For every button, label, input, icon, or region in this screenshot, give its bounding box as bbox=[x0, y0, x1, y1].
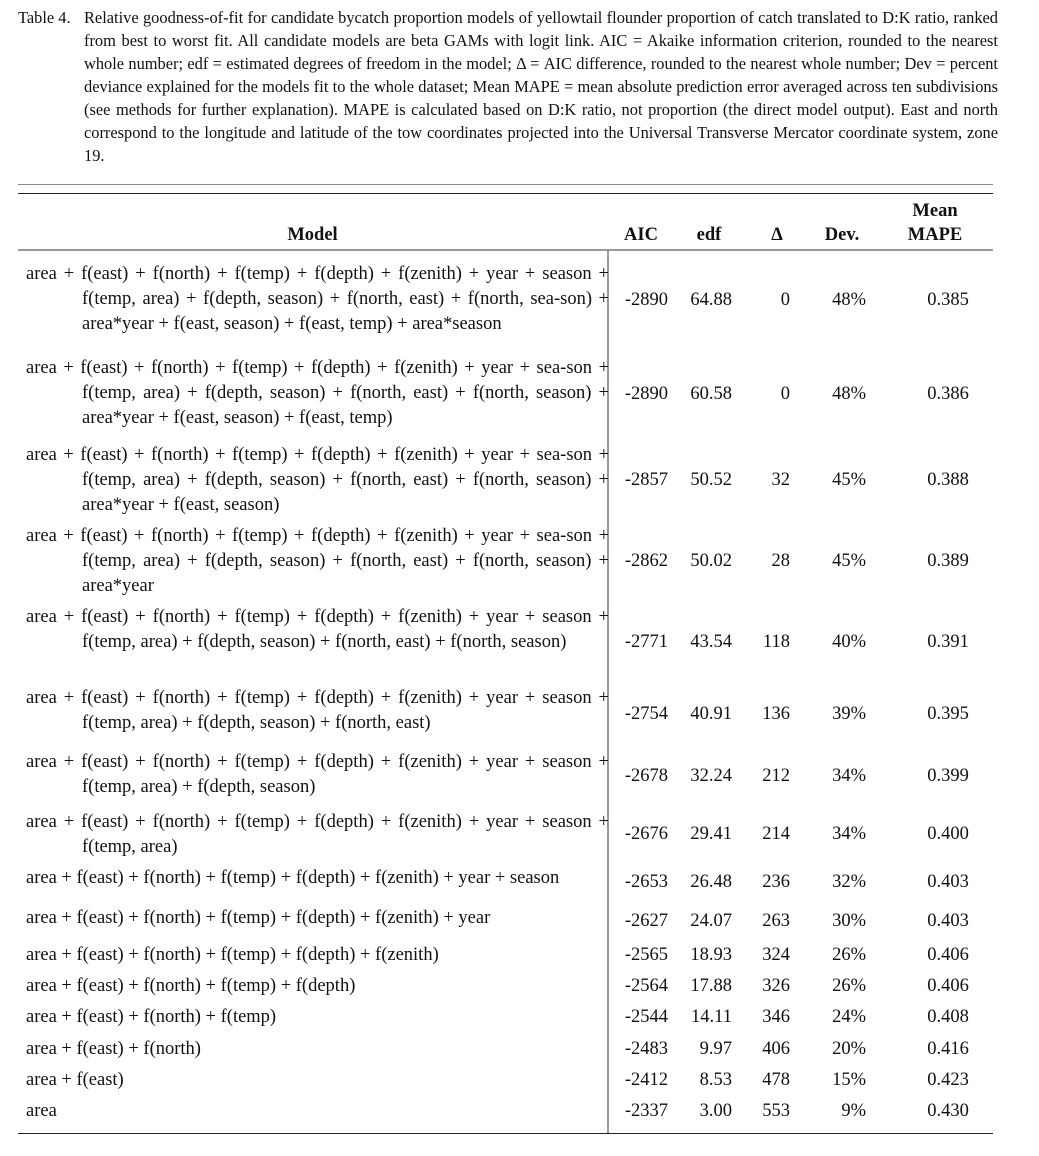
delta-value: 236 bbox=[762, 872, 790, 892]
model-formula: area + f(east) + f(north) + f(temp) + f(depth) + f(zenith) + year + season + f(temp, area) + f(depth, season) + f(north, east) + f(north, sea-son) + area*year + f(east, season) + f(east, temp) + area*season bbox=[26, 264, 609, 334]
delta-value: 118 bbox=[762, 632, 790, 652]
model-formula: area + f(east) + f(north) + f(temp) + f(depth) + f(zenith) + year + sea-son + f(temp, area) + f(depth, season) + f(north, east) + f(north, season) + area*year bbox=[26, 526, 609, 596]
mean-mape-value: 0.430 bbox=[927, 1101, 969, 1121]
model-formula: area + f(east) + f(north) bbox=[26, 1039, 201, 1059]
header-mape-line2: MAPE bbox=[907, 225, 963, 245]
aic-value: -2544 bbox=[624, 1007, 668, 1027]
aic-value: -2627 bbox=[624, 911, 668, 931]
header-delta: Δ bbox=[771, 225, 783, 245]
aic-value: -2857 bbox=[624, 470, 668, 490]
table-caption bbox=[18, 6, 998, 167]
delta-value: 553 bbox=[762, 1101, 790, 1121]
model-formula: area + f(east) + f(north) + f(temp) bbox=[26, 1007, 277, 1027]
delta-value: 346 bbox=[762, 1007, 790, 1027]
dev-value: 20% bbox=[832, 1039, 866, 1059]
header-edf: edf bbox=[696, 225, 722, 245]
mean-mape-value: 0.395 bbox=[927, 704, 969, 724]
header-dev: Dev. bbox=[824, 225, 860, 245]
aic-value: -2678 bbox=[624, 766, 668, 786]
dev-value: 40% bbox=[832, 632, 866, 652]
dev-value: 45% bbox=[832, 551, 866, 571]
model-formula: area + f(east) + f(north) + f(temp) + f(depth) + f(zenith) + year + season + f(temp, area) + f(depth, season) + f(north, east) + f(north, season) bbox=[26, 607, 609, 652]
delta-value: 136 bbox=[762, 704, 790, 724]
aic-value: -2412 bbox=[624, 1070, 668, 1090]
dev-value: 15% bbox=[832, 1070, 866, 1090]
mean-mape-value: 0.388 bbox=[927, 470, 969, 490]
dev-value: 45% bbox=[832, 470, 866, 490]
delta-value: 0 bbox=[780, 384, 790, 404]
model-formula: area + f(east) + f(north) + f(temp) + f(depth) + f(zenith) bbox=[26, 945, 439, 965]
mean-mape-value: 0.416 bbox=[927, 1039, 969, 1059]
mean-mape-value: 0.389 bbox=[927, 551, 969, 571]
delta-value: 324 bbox=[762, 945, 790, 965]
dev-value: 30% bbox=[832, 911, 866, 931]
edf-value: 50.02 bbox=[690, 551, 732, 571]
model-formula: area + f(east) bbox=[26, 1070, 124, 1090]
edf-value: 3.00 bbox=[699, 1101, 732, 1121]
delta-value: 32 bbox=[771, 470, 790, 490]
mean-mape-value: 0.399 bbox=[927, 766, 969, 786]
dev-value: 26% bbox=[832, 945, 866, 965]
edf-value: 8.53 bbox=[699, 1070, 732, 1090]
dev-value: 26% bbox=[832, 976, 866, 996]
edf-value: 32.24 bbox=[690, 766, 732, 786]
top-rule bbox=[18, 193, 993, 194]
dev-value: 48% bbox=[832, 384, 866, 404]
aic-value: -2676 bbox=[624, 824, 668, 844]
delta-value: 478 bbox=[762, 1070, 790, 1090]
edf-value: 14.11 bbox=[691, 1007, 732, 1027]
mean-mape-value: 0.386 bbox=[927, 384, 969, 404]
model-formula: area + f(east) + f(north) + f(temp) + f(depth) + f(zenith) + year + season bbox=[26, 868, 560, 888]
aic-value: -2890 bbox=[624, 290, 668, 310]
aic-value: -2483 bbox=[624, 1039, 668, 1059]
mean-mape-value: 0.406 bbox=[927, 945, 969, 965]
model-formula: area + f(east) + f(north) + f(temp) + f(depth) + f(zenith) + year + season + f(temp, area) bbox=[26, 812, 609, 857]
caption-label: Table 4. bbox=[18, 8, 71, 27]
delta-value: 212 bbox=[762, 766, 790, 786]
mean-mape-value: 0.406 bbox=[927, 976, 969, 996]
aic-value: -2771 bbox=[624, 632, 668, 652]
edf-value: 26.48 bbox=[690, 872, 732, 892]
edf-value: 64.88 bbox=[690, 290, 732, 310]
dev-value: 39% bbox=[832, 704, 866, 724]
mean-mape-value: 0.385 bbox=[927, 290, 969, 310]
delta-value: 28 bbox=[771, 551, 790, 571]
aic-value: -2565 bbox=[624, 945, 668, 965]
model-formula: area + f(east) + f(north) + f(temp) + f(depth) bbox=[26, 976, 356, 996]
edf-value: 50.52 bbox=[690, 470, 732, 490]
aic-value: -2337 bbox=[624, 1101, 668, 1121]
mean-mape-value: 0.403 bbox=[927, 872, 969, 892]
dev-value: 24% bbox=[832, 1007, 866, 1027]
header-aic: AIC bbox=[624, 225, 658, 245]
aic-value: -2754 bbox=[624, 704, 668, 724]
delta-value: 326 bbox=[762, 976, 790, 996]
model-formula: area + f(east) + f(north) + f(temp) + f(depth) + f(zenith) + year + season + f(temp, area) + f(depth, season) bbox=[26, 752, 609, 797]
model-formula: area + f(east) + f(north) + f(temp) + f(depth) + f(zenith) + year bbox=[26, 908, 491, 928]
edf-value: 29.41 bbox=[690, 824, 732, 844]
model-formula: area + f(east) + f(north) + f(temp) + f(depth) + f(zenith) + year + sea-son + f(temp, area) + f(depth, season) + f(north, east) + f(north, season) + area*year + f(east, season) bbox=[26, 445, 609, 515]
edf-value: 9.97 bbox=[699, 1039, 732, 1059]
aic-value: -2653 bbox=[624, 872, 668, 892]
aic-value: -2890 bbox=[624, 384, 668, 404]
dev-value: 32% bbox=[832, 872, 866, 892]
aic-value: -2564 bbox=[624, 976, 668, 996]
edf-value: 18.93 bbox=[690, 945, 732, 965]
delta-value: 406 bbox=[762, 1039, 790, 1059]
header-mean-mape bbox=[885, 199, 985, 247]
edf-value: 17.88 bbox=[690, 976, 732, 996]
mean-mape-value: 0.423 bbox=[927, 1070, 969, 1090]
edf-value: 43.54 bbox=[690, 632, 732, 652]
dev-value: 34% bbox=[832, 824, 866, 844]
header-mape-line1: Mean bbox=[912, 201, 958, 221]
model-formula: area + f(east) + f(north) + f(temp) + f(depth) + f(zenith) + year + season + f(temp, area) + f(depth, season) + f(north, east) bbox=[26, 688, 609, 733]
model-formula: area + f(east) + f(north) + f(temp) + f(depth) + f(zenith) + year + sea-son + f(temp, area) + f(depth, season) + f(north, east) + f(north, season) + area*year + f(east, season) + f(east, temp) bbox=[26, 358, 609, 428]
bottom-rule bbox=[18, 1133, 993, 1134]
delta-value: 263 bbox=[762, 911, 790, 931]
mean-mape-value: 0.408 bbox=[927, 1007, 969, 1027]
top-rule-thin bbox=[18, 184, 993, 185]
mean-mape-value: 0.391 bbox=[927, 632, 969, 652]
mean-mape-value: 0.400 bbox=[927, 824, 969, 844]
edf-value: 60.58 bbox=[690, 384, 732, 404]
aic-value: -2862 bbox=[624, 551, 668, 571]
dev-value: 48% bbox=[832, 290, 866, 310]
caption-text: Relative goodness-of-fit for candidate bycatch proportion models of yellowtail flounder proportion of catch translated to D:K ratio, ranked from best to worst fit. All candidate models are beta GAMs with logit link. AIC = Akaike information criterion, rounded to the nearest whole number; edf = estimated degrees of freedom in the model; Δ = AIC difference, rounded to the nearest whole number; Dev = percent deviance explained for the models fit to the whole dataset; Mean MAPE = mean absolute prediction error averaged across ten subdivisions (see methods for further explanation). MAPE is calculated based on D:K ratio, not proportion (the direct model output). East and north correspond to the longitude and latitude of the tow coordinates projected into the Universal Transverse Mercator coordinate system, zone 19. bbox=[84, 8, 998, 165]
delta-value: 0 bbox=[780, 290, 790, 310]
delta-value: 214 bbox=[762, 824, 790, 844]
header-model: Model bbox=[287, 225, 338, 245]
header-rule bbox=[18, 249, 993, 251]
dev-value: 34% bbox=[832, 766, 866, 786]
dev-value: 9% bbox=[841, 1101, 866, 1121]
mean-mape-value: 0.403 bbox=[927, 911, 969, 931]
model-formula: area bbox=[26, 1101, 57, 1121]
edf-value: 40.91 bbox=[690, 704, 732, 724]
edf-value: 24.07 bbox=[690, 911, 732, 931]
